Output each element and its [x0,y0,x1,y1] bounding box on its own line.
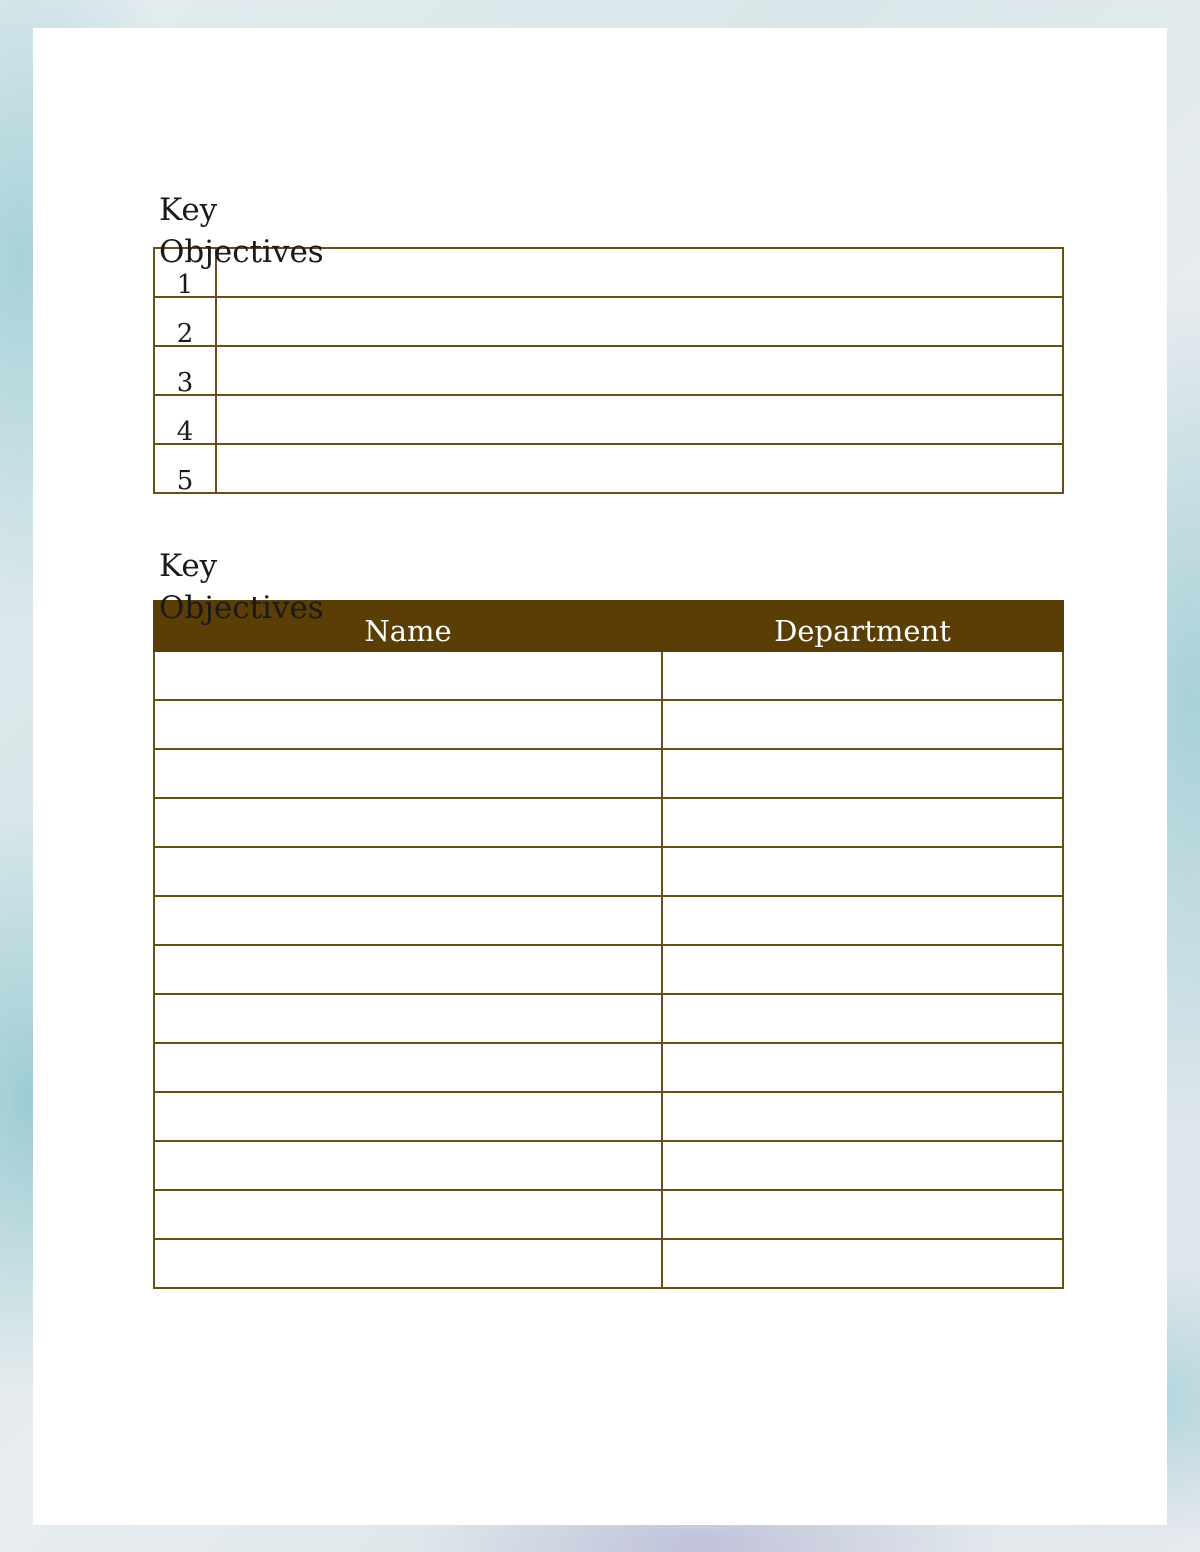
objective-number: 2 [154,297,216,346]
objective-number: 3 [154,346,216,395]
department-cell[interactable] [662,1092,1063,1141]
department-cell[interactable] [662,798,1063,847]
name-cell[interactable] [154,896,662,945]
name-cell[interactable] [154,1141,662,1190]
objective-number: 5 [154,444,216,493]
department-column-header: Department [662,601,1063,651]
department-cell[interactable] [662,700,1063,749]
team-row [154,1239,1063,1288]
objective-row [154,395,1063,444]
department-cell[interactable] [662,651,1063,700]
team-row [154,994,1063,1043]
name-cell[interactable] [154,994,662,1043]
objective-input-cell[interactable] [216,444,1063,493]
team-row [154,1190,1063,1239]
objective-row [154,297,1063,346]
objective-input-cell[interactable] [216,346,1063,395]
name-cell[interactable] [154,945,662,994]
department-cell[interactable] [662,847,1063,896]
team-row [154,651,1063,700]
department-cell[interactable] [662,1043,1063,1092]
objective-number: 1 [154,248,216,297]
objectives-table [153,247,1064,494]
name-cell[interactable] [154,1092,662,1141]
department-cell[interactable] [662,1239,1063,1288]
team-row [154,1043,1063,1092]
objective-number: 4 [154,395,216,444]
name-cell[interactable] [154,847,662,896]
department-cell[interactable] [662,1190,1063,1239]
team-row [154,798,1063,847]
department-cell[interactable] [662,994,1063,1043]
name-cell[interactable] [154,1190,662,1239]
name-cell[interactable] [154,700,662,749]
objectives-title: Key Objectives [159,192,324,270]
team-table [153,600,1064,1289]
team-row [154,700,1063,749]
team-row [154,896,1063,945]
name-column-header: Name [154,601,662,651]
document-page [33,28,1167,1525]
team-row [154,1092,1063,1141]
name-cell[interactable] [154,1043,662,1092]
name-cell[interactable] [154,651,662,700]
department-cell[interactable] [662,749,1063,798]
department-cell[interactable] [662,1141,1063,1190]
department-cell[interactable] [662,896,1063,945]
team-row [154,1141,1063,1190]
name-cell[interactable] [154,798,662,847]
name-cell[interactable] [154,1239,662,1288]
name-cell[interactable] [154,749,662,798]
department-cell[interactable] [662,945,1063,994]
objective-input-cell[interactable] [216,297,1063,346]
objective-row [154,346,1063,395]
objective-row [154,444,1063,493]
objective-input-cell[interactable] [216,395,1063,444]
team-row [154,847,1063,896]
team-title: Key Objectives [159,548,324,626]
team-row [154,945,1063,994]
team-row [154,749,1063,798]
